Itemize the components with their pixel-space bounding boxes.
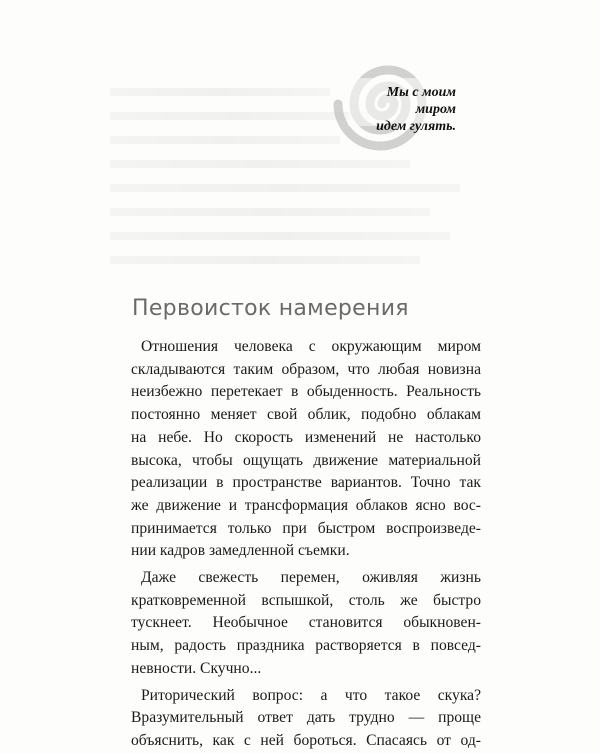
text-line: постоянно меняет свой облик, подобно облакам <box>131 406 481 424</box>
text-line: реализации в пространстве вариантов. Точно так <box>131 474 481 492</box>
paragraph <box>131 685 481 753</box>
text-line: высока, чтобы ощущать движение материальной <box>131 451 481 469</box>
text-line: же движение и трансформация облаков ясно вос- <box>131 496 481 514</box>
text-line: кратковременной вспышкой, столь же быстро <box>131 591 481 609</box>
text-line: тускнеет. Необычное становится обыкновен- <box>131 614 481 632</box>
text-line: Даже свежесть перемен, оживляя жизнь <box>141 569 481 587</box>
paragraph <box>131 336 481 563</box>
text-line: объяснить, как с ней бороться. Спасаясь от од- <box>131 731 481 749</box>
text-line: принимается только при быстром воспроизведе- <box>131 519 481 537</box>
text-line: Отношения человека с окружающим миром <box>141 338 481 355</box>
epigraph <box>356 84 456 135</box>
chapter-title: Первоисток намерения <box>132 296 409 321</box>
paragraph <box>131 567 481 681</box>
text-line: нии кадров замедленной съемки. <box>131 542 350 560</box>
text-line: невности. Скучно... <box>131 659 262 677</box>
epigraph-line: идем гулять. <box>376 119 456 134</box>
text-line: на небе. Но скорость изменений не настолько <box>131 428 481 446</box>
text-line: Вразумительный ответ дать трудно — проще <box>131 709 481 727</box>
text-line: Риторический вопрос: а что такое скука? <box>141 686 481 704</box>
text-line: неизбежно перетекает в обыденность. Реальность <box>131 383 481 401</box>
body-text <box>131 336 481 753</box>
text-line: складываются таким образом, что любая новизна <box>131 360 481 378</box>
text-line: ным, радость праздника растворяется в повсед- <box>131 637 481 655</box>
epigraph-line: Мы с моим миром <box>386 85 456 117</box>
